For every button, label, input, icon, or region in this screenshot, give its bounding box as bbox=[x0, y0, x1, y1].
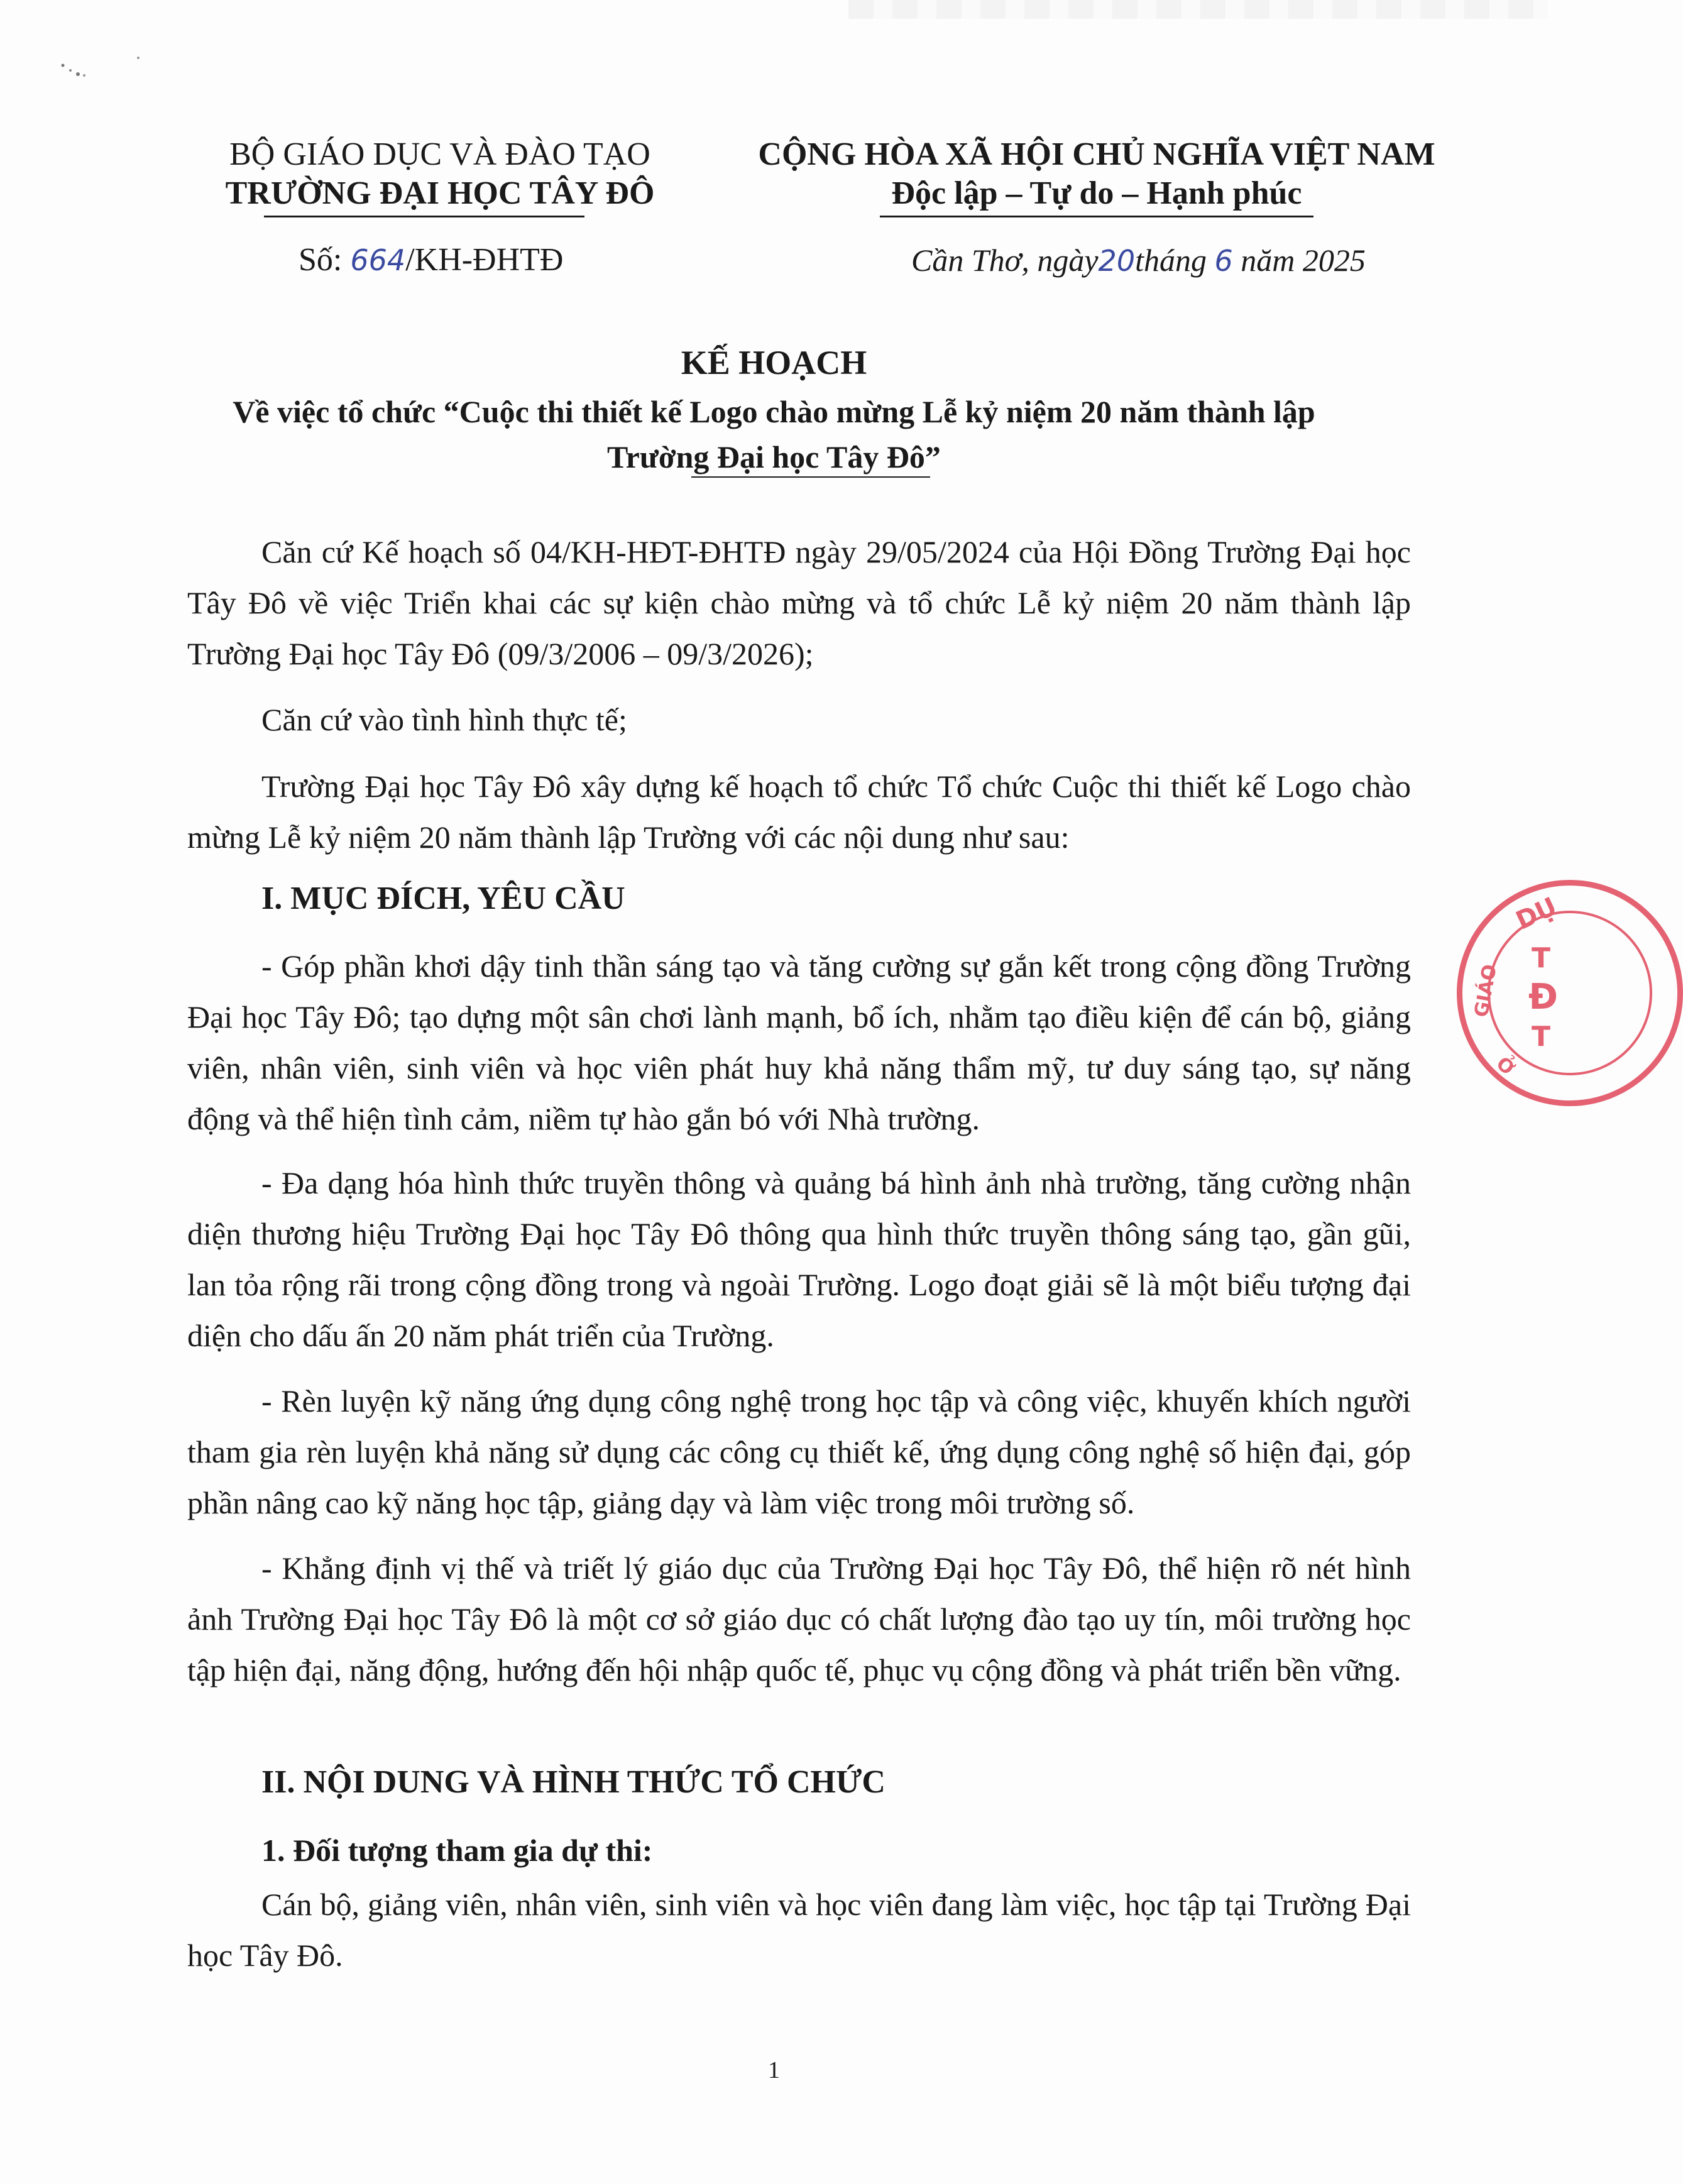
country-name: CỘNG HÒA XÃ HỘI CHỦ NGHĨA VIỆT NAM bbox=[758, 136, 1435, 172]
handwritten-month: 6 bbox=[1214, 244, 1233, 278]
date-line: Cần Thơ, ngày20tháng 6 năm 2025 bbox=[911, 243, 1366, 278]
subsection-1-heading: 1. Đối tượng tham gia dự thi: bbox=[261, 1833, 653, 1868]
purpose-paragraph-1: - Góp phần khơi dậy tinh thần sáng tạo và tăng cường sự gắn kết trong cộng đồng Trường Đại học Tây Đô; tạo dựng một sân chơi lành mạnh, bổ ích, nhằm tạo điều kiện để cán bộ, giảng viên, nhân viên, sinh viên và học viên phát huy khả năng thẩm mỹ, tư duy sáng tạo, sự năng động và thể hiện tình cảm, niềm tự hào gắn bó với Nhà trường. bbox=[187, 948, 1411, 1136]
scan-artifact bbox=[848, 0, 1548, 19]
basis-paragraph-1: Căn cứ Kế hoạch số 04/KH-HĐT-ĐHTĐ ngày 29/05/2024 của Hội Đồng Trường Đại học Tây Đô về việc Triển khai các sự kiện chào mừng và tổ chức Lễ kỷ niệm 20 năm thành lập Trường Đại học Tây Đô (09/3/2006 – 09/3/2026); bbox=[187, 534, 1411, 671]
purpose-paragraph-2: - Đa dạng hóa hình thức truyền thông và quảng bá hình ảnh nhà trường, tăng cường nhận diện thương hiệu Trường Đại học Tây Đô thông qua hình thức truyền thông sáng tạo, gần gũi, lan tỏa rộng rãi trong cộng đồng trong và ngoài Trường. Logo đoạt giải sẽ là một biểu tượng đại diện cho dấu ấn 20 năm phát triển của Trường. bbox=[187, 1165, 1411, 1353]
section-2-heading: II. NỘI DUNG VÀ HÌNH THỨC TỔ CHỨC bbox=[261, 1764, 885, 1800]
stamp-text-inner-2: Đ bbox=[1528, 977, 1558, 1018]
handwritten-number: 664 bbox=[350, 243, 406, 277]
section-1-heading: I. MỤC ĐÍCH, YÊU CẦU bbox=[261, 881, 625, 916]
ministry-name: BỘ GIÁO DỤC VÀ ĐÀO TẠO bbox=[229, 136, 650, 172]
stamp-text-inner-1: T bbox=[1532, 942, 1551, 974]
title-underline bbox=[691, 476, 930, 478]
motto-underline bbox=[880, 216, 1313, 217]
school-name: TRƯỜNG ĐẠI HỌC TÂY ĐÔ bbox=[225, 175, 655, 211]
scan-specks bbox=[57, 58, 113, 89]
document-subtitle-line1: Về việc tổ chức “Cuộc thi thiết kế Logo chào mừng Lễ kỷ niệm 20 năm thành lập bbox=[233, 394, 1315, 429]
stamp-text-bottom: Ở bbox=[1491, 1052, 1519, 1080]
purpose-paragraph-3: - Rèn luyện kỹ năng ứng dụng công nghệ trong học tập và công việc, khuyến khích người tham gia rèn luyện khả năng sử dụng các công cụ thiết kế, ứng dụng công nghệ số hiện đại, góp phần nâng cao kỹ năng học tập, giảng dạy và làm việc trong môi trường số. bbox=[187, 1383, 1411, 1520]
intro-paragraph: Trường Đại học Tây Đô xây dựng kế hoạch tổ chức Tổ chức Cuộc thi thiết kế Logo chào mừng Lễ kỷ niệm 20 năm thành lập Trường với các nội dung như sau: bbox=[187, 769, 1411, 855]
national-motto: Độc lập – Tự do – Hạnh phúc bbox=[891, 175, 1302, 211]
purpose-paragraph-4: - Khẳng định vị thế và triết lý giáo dục của Trường Đại học Tây Đô, thể hiện rõ nét hình ảnh Trường Đại học Tây Đô là một cơ sở giáo dục có chất lượng đào tạo uy tín, môi trường học tập hiện đại, năng động, hướng đến hội nhập quốc tế, phục vụ cộng đồng và phát triển bền vững. bbox=[187, 1550, 1411, 1687]
school-underline bbox=[264, 216, 584, 217]
handwritten-day: 20 bbox=[1098, 244, 1136, 278]
document-title: KẾ HOẠCH bbox=[681, 344, 867, 381]
document-number: Số: 664/KH-ĐHTĐ bbox=[299, 242, 564, 278]
participants-paragraph: Cán bộ, giảng viên, nhân viên, sinh viên và học viên đang làm việc, học tập tại Trường Đại học Tây Đô. bbox=[187, 1887, 1411, 1973]
page-number: 1 bbox=[768, 2057, 780, 2083]
official-stamp bbox=[1457, 880, 1683, 1106]
basis-paragraph-2: Căn cứ vào tình hình thực tế; bbox=[261, 702, 627, 737]
stamp-text-inner-3: T bbox=[1532, 1021, 1551, 1053]
stamp-text-left: GIÁO bbox=[1470, 962, 1501, 1019]
stamp-text-top: DỤ bbox=[1511, 892, 1562, 936]
stamp-inner-ring bbox=[1488, 911, 1652, 1075]
document-subtitle-line2: Trường Đại học Tây Đô” bbox=[607, 439, 941, 475]
